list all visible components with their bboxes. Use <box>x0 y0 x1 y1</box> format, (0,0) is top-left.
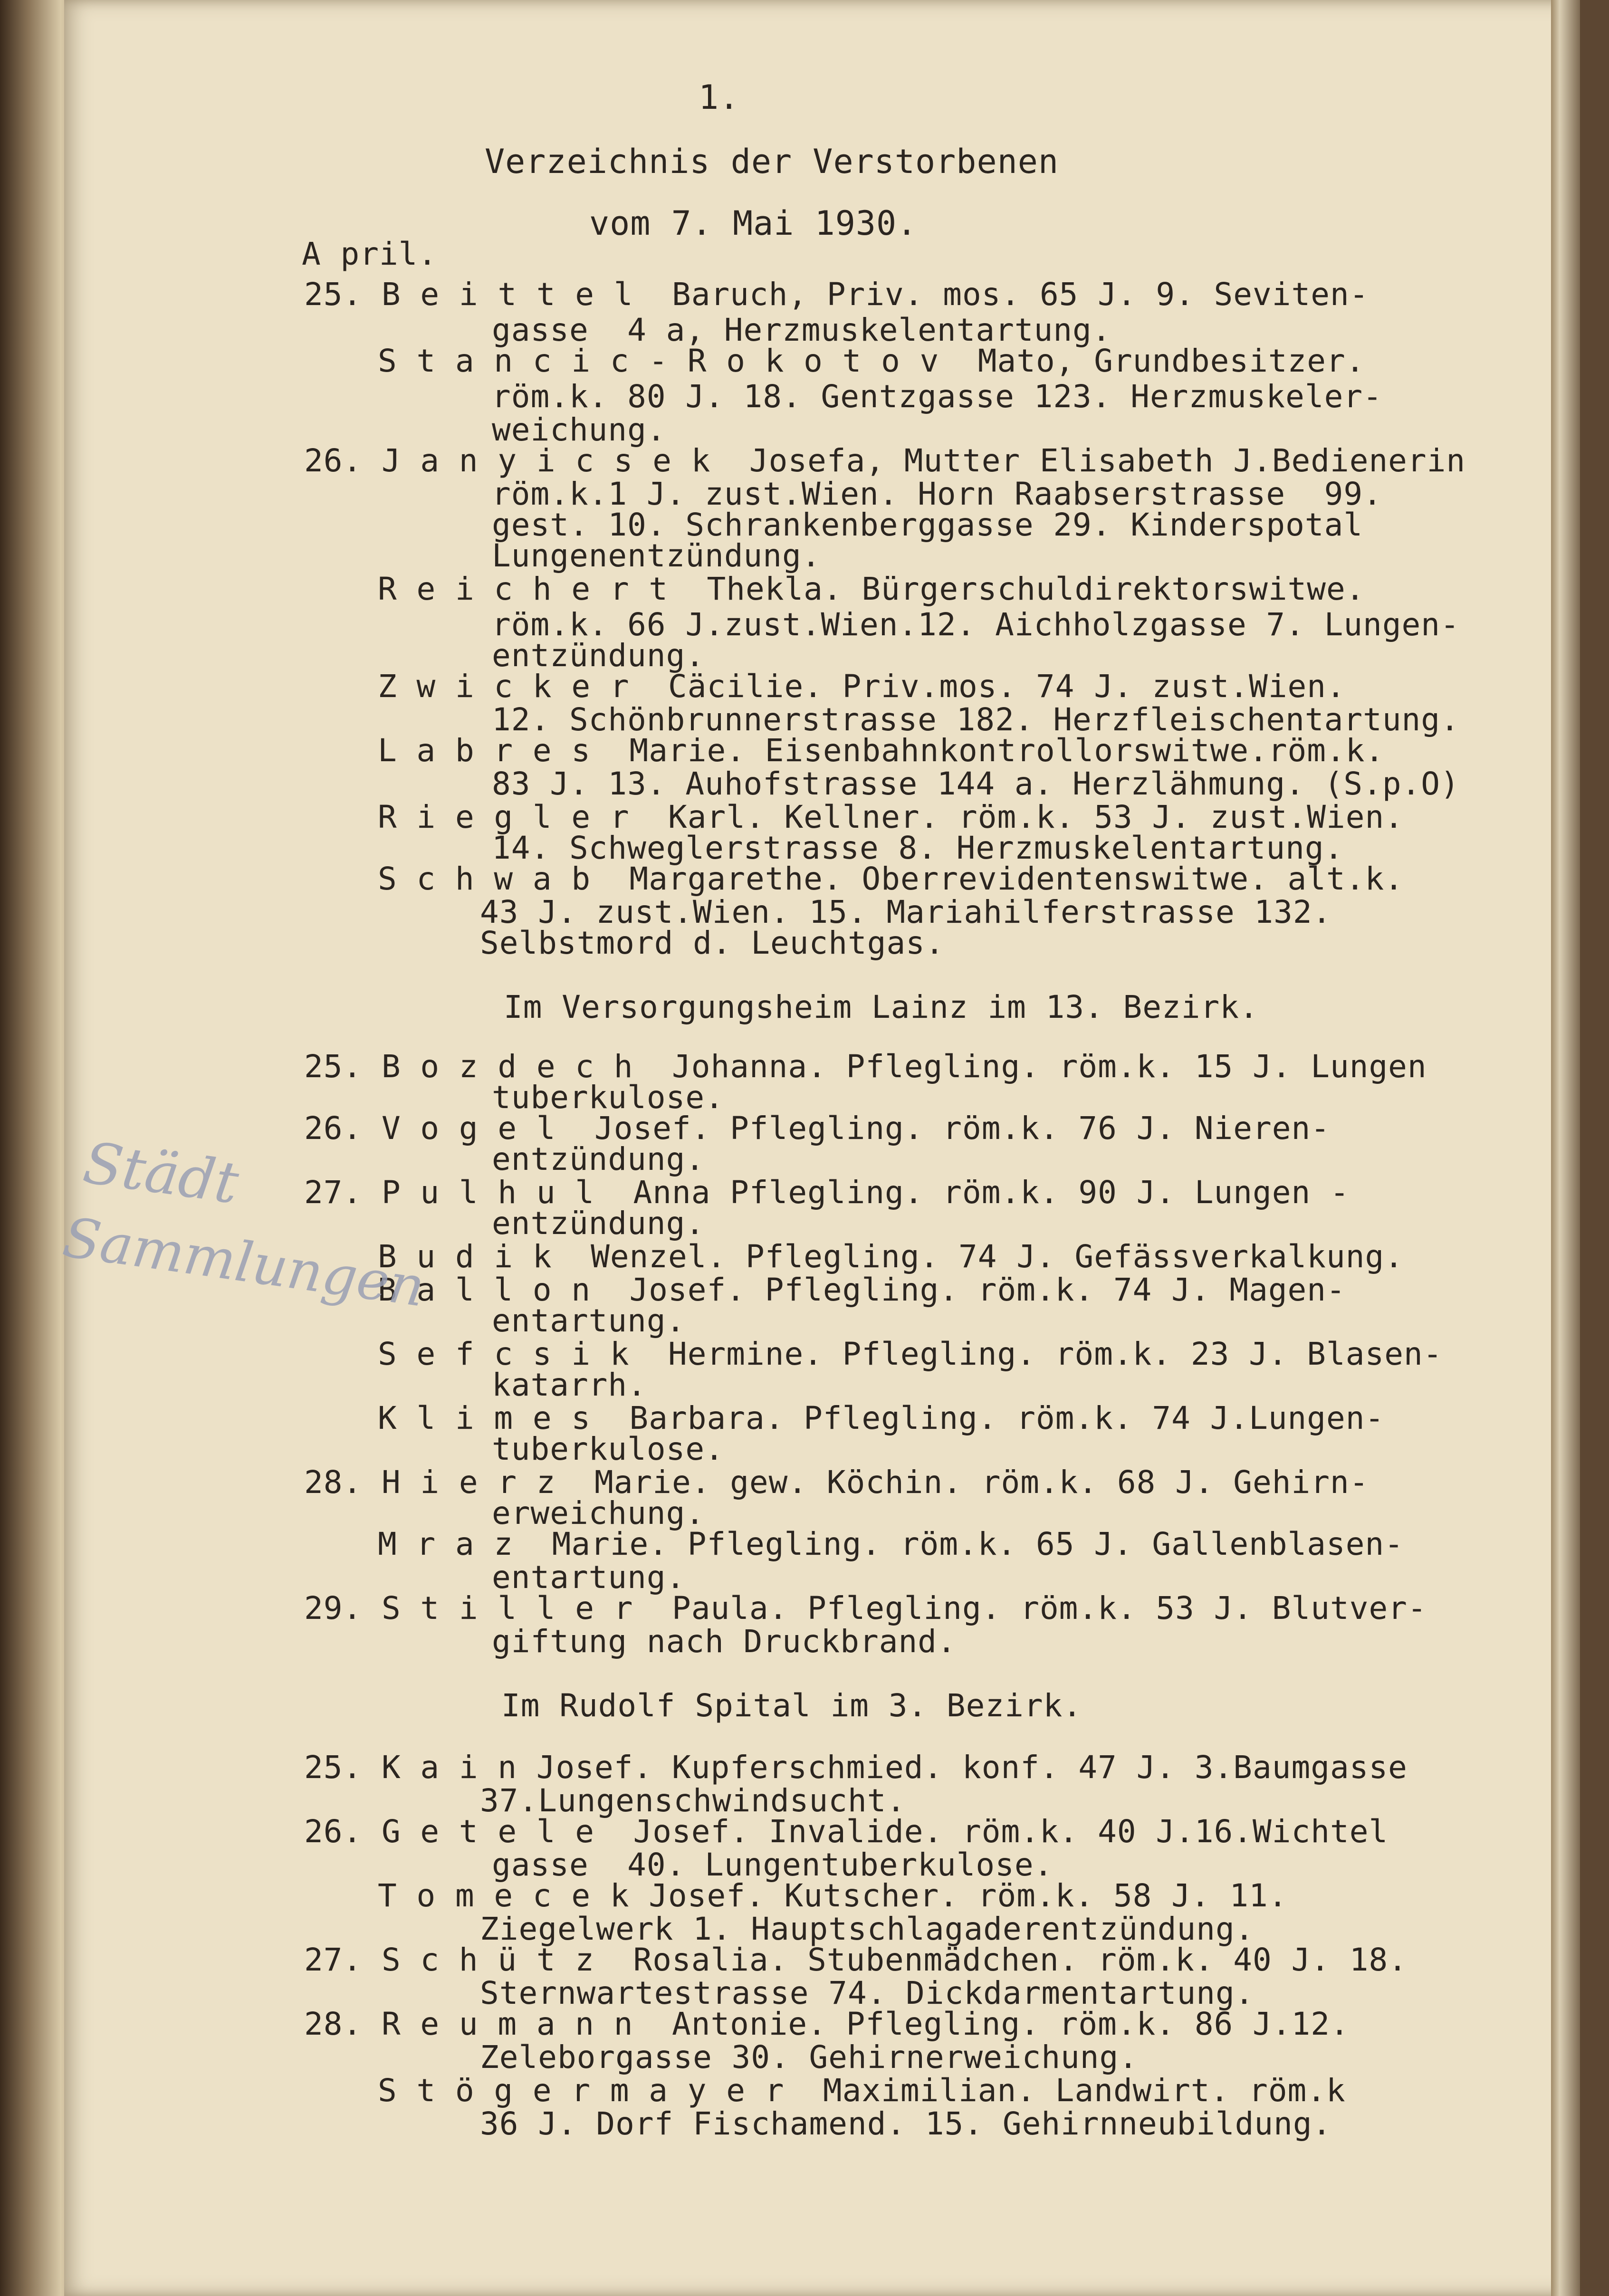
entry-line: L a b r e s Marie. Eisenbahnkontrollorswitwe.röm.k. <box>378 732 1385 769</box>
entry-line: entartung. <box>492 1302 686 1339</box>
entry-line: Ziegelwerk 1. Hauptschlagaderentzündung. <box>480 1911 1255 1947</box>
document-date: vom 7. Mai 1930. <box>589 204 918 243</box>
entry-line: S t a n c i c - R o k o t o v Mato, Grundbesitzer. <box>378 343 1365 379</box>
entry-line: 36 J. Dorf Fischamend. 15. Gehirnneubildung. <box>480 2105 1332 2142</box>
section-heading: Im Versorgungsheim Lainz im 13. Bezirk. <box>504 989 1259 1025</box>
entry-line: B u d i k Wenzel. Pflegling. 74 J. Gefässverkalkung. <box>378 1238 1404 1275</box>
entry-line: entzündung. <box>492 1141 705 1177</box>
book-spine <box>0 0 71 2296</box>
entry-line: giftung nach Druckbrand. <box>492 1623 957 1660</box>
entry-line: weichung. <box>492 411 666 448</box>
entry-line: R i e g l e r Karl. Kellner. röm.k. 53 J. zust.Wien. <box>378 799 1404 835</box>
section-heading: Im Rudolf Spital im 3. Bezirk. <box>501 1687 1082 1724</box>
page-edge <box>1551 0 1580 2296</box>
entry-line: gasse 40. Lungentuberkulose. <box>492 1846 1054 1883</box>
margin-note: Sammlungen <box>59 1205 429 1320</box>
entry-line: 29. S t i l l e r Paula. Pflegling. röm.k. 53 J. Blutver- <box>304 1590 1427 1626</box>
entry-line: Selbstmord d. Leuchtgas. <box>480 925 945 961</box>
entry-line: 12. Schönbrunnerstrasse 182. Herzfleischentartung. <box>492 701 1460 738</box>
entry-line: gest. 10. Schrankenberggasse 29. Kinderspotal <box>492 507 1363 543</box>
entry-line: 83 J. 13. Auhofstrasse 144 a. Herzlähmung. (S.p.O) <box>492 765 1460 802</box>
entry-line: B a l l o n Josef. Pflegling. röm.k. 74 J. Magen- <box>378 1272 1346 1308</box>
entry-line: Zeleborgasse 30. Gehirnerweichung. <box>480 2039 1139 2076</box>
entry-line: röm.k.1 J. zust.Wien. Horn Raabserstrasse 99. <box>492 476 1382 512</box>
entry-line: R e i c h e r t Thekla. Bürgerschuldirektorswitwe. <box>378 571 1365 607</box>
entry-line: 25. B e i t t e l Baruch, Priv. mos. 65 J. 9. Seviten- <box>304 276 1369 313</box>
entry-line: katarrh. <box>492 1367 647 1403</box>
entry-line: Z w i c k e r Cäcilie. Priv.mos. 74 J. zust.Wien. <box>378 668 1346 705</box>
entry-line: Lungenentzündung. <box>492 537 821 574</box>
entry-line: röm.k. 66 J.zust.Wien.12. Aichholzgasse 7. Lungen- <box>492 606 1460 643</box>
month-label: A pril. <box>302 236 438 272</box>
entry-line: 43 J. zust.Wien. 15. Mariahilferstrasse 132. <box>480 894 1332 930</box>
entry-line: tuberkulose. <box>492 1079 724 1116</box>
entry-line: röm.k. 80 J. 18. Gentzgasse 123. Herzmuskeler- <box>492 378 1382 415</box>
entry-line: M r a z Marie. Pflegling. röm.k. 65 J. Gallenblasen- <box>378 1526 1404 1562</box>
entry-line: tuberkulose. <box>492 1431 724 1467</box>
entry-line: Sternwartestrasse 74. Dickdarmentartung. <box>480 1975 1255 2011</box>
entry-line: entzündung. <box>492 1205 705 1242</box>
document-title: Verzeichnis der Verstorbenen <box>485 142 1059 181</box>
page-number: 1. <box>699 78 740 117</box>
entry-line: erweichung. <box>492 1495 705 1531</box>
entry-line: S e f c s i k Hermine. Pflegling. röm.k. 23 J. Blasen- <box>378 1336 1443 1372</box>
entry-line: 27. P u l h u l Anna Pflegling. röm.k. 90 J. Lungen - <box>304 1174 1350 1211</box>
entry-line: 26. V o g e l Josef. Pflegling. röm.k. 76 J. Nieren- <box>304 1110 1330 1147</box>
entry-line: 14. Schweglerstrasse 8. Herzmuskelentartung. <box>492 830 1344 866</box>
entry-line: gasse 4 a, Herzmuskelentartung. <box>492 312 1111 348</box>
entry-line: S t ö g e r m a y e r Maximilian. Landwirt. röm.k <box>378 2072 1346 2109</box>
entry-line: K l i m e s Barbara. Pflegling. röm.k. 74 J.Lungen- <box>378 1400 1385 1436</box>
entry-line: S c h w a b Margarethe. Oberrevidentenswitwe. alt.k. <box>378 861 1404 897</box>
entry-line: entzündung. <box>492 637 705 674</box>
entry-line: T o m e c e k Josef. Kutscher. röm.k. 58 J. 11. <box>378 1877 1288 1914</box>
entry-line: 37.Lungenschwindsucht. <box>480 1782 906 1819</box>
entry-line: 26. J a n y i c s e k Josefa, Mutter Elisabeth J.Bedienerin <box>304 442 1466 479</box>
margin-note: Städt <box>79 1129 243 1217</box>
entry-line: 28. H i e r z Marie. gew. Köchin. röm.k. 68 J. Gehirn- <box>304 1464 1369 1501</box>
entry-line: 26. G e t e l e Josef. Invalide. röm.k. 40 J.16.Wichtel <box>304 1813 1389 1850</box>
entry-line: 25. B o z d e c h Johanna. Pflegling. röm.k. 15 J. Lungen <box>304 1048 1427 1085</box>
entry-line: entartung. <box>492 1559 686 1596</box>
entry-line: 25. K a i n Josef. Kupferschmied. konf. 47 J. 3.Baumgasse <box>304 1749 1408 1786</box>
entry-line: 27. S c h ü t z Rosalia. Stubenmädchen. röm.k. 40 J. 18. <box>304 1942 1408 1978</box>
entry-line: 28. R e u m a n n Antonie. Pflegling. röm.k. 86 J.12. <box>304 2006 1350 2042</box>
